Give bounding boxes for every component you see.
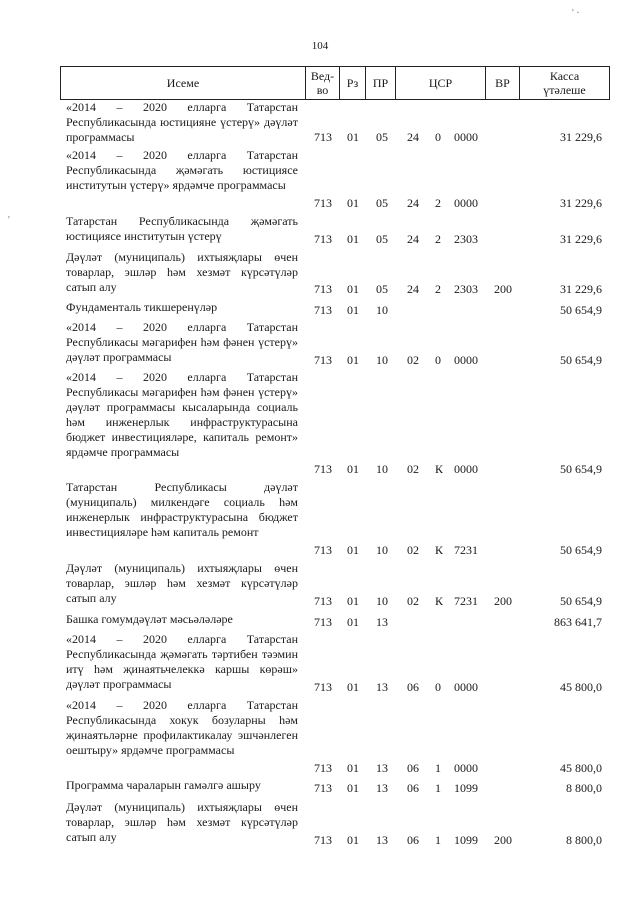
cell-rz: 01 [347, 303, 359, 317]
cell-pr: 10 [376, 543, 388, 557]
cell-pr: 05 [376, 232, 388, 246]
cell-rz: 01 [347, 680, 359, 694]
cell-c2: К [435, 543, 444, 557]
table-row [60, 632, 610, 695]
cell-c1: 06 [407, 781, 419, 795]
row-name: Башка гомумдәүләт мәсьәләләре [66, 612, 233, 626]
cell-sum: 31 229,6 [560, 282, 602, 296]
cell-c3: 0000 [454, 462, 478, 476]
cell-rz: 01 [347, 130, 359, 144]
table-row [60, 612, 610, 630]
cell-ved: 713 [314, 680, 332, 694]
cell-ved: 713 [314, 353, 332, 367]
row-name: «2014 – 2020 елларга Татарстан Республикасында җәмәгать юстициясе институтын үстерү» ярдәмче программасы [66, 148, 298, 192]
cell-c3: 2303 [454, 282, 478, 296]
table-row [60, 100, 610, 145]
cell-ved: 713 [314, 781, 332, 795]
cell-ved: 713 [314, 543, 332, 557]
scan-mark: ' [8, 215, 10, 226]
cell-c1: 02 [407, 462, 419, 476]
cell-c1: 24 [407, 196, 419, 210]
cell-rz: 01 [347, 232, 359, 246]
cell-ved: 713 [314, 594, 332, 608]
table-row [60, 561, 610, 609]
table-row [60, 148, 610, 211]
cell-sum: 31 229,6 [560, 196, 602, 210]
table-row [60, 800, 610, 848]
cell-c2: 2 [435, 196, 441, 210]
cell-rz: 01 [347, 353, 359, 367]
cell-c2: 0 [435, 130, 441, 144]
cell-sum: 31 229,6 [560, 232, 602, 246]
row-name: Дәүләт (муниципаль) ихтыяҗлары өчен товарлар, эшләр һәм хезмәт күрсәтүләр сатып алу [66, 561, 298, 605]
cell-ved: 713 [314, 833, 332, 847]
cell-rz: 01 [347, 462, 359, 476]
cell-c1: 02 [407, 353, 419, 367]
scan-mark: ' · [572, 8, 580, 19]
table-row [60, 778, 610, 796]
table-row [60, 480, 610, 558]
cell-rz: 01 [347, 833, 359, 847]
cell-sum: 863 641,7 [554, 615, 602, 629]
cell-pr: 13 [376, 781, 388, 795]
cell-pr: 13 [376, 680, 388, 694]
cell-ved: 713 [314, 130, 332, 144]
cell-pr: 10 [376, 353, 388, 367]
cell-rz: 01 [347, 615, 359, 629]
table-row [60, 698, 610, 776]
row-name: «2014 – 2020 елларга Татарстан Республикасы мәгарифен һәм фәнен үстерү» дәүләт программасы кысаларында социаль һәм инженерлык инфраструктурасына бюджет инвестицияләре, капиталь ремонт» ярдәмче программасы [66, 370, 298, 459]
cell-vr: 200 [494, 282, 512, 296]
cell-c2: 1 [435, 833, 441, 847]
cell-ved: 713 [314, 232, 332, 246]
cell-pr: 05 [376, 130, 388, 144]
header-pr: ПР [365, 67, 395, 99]
row-name: Фундаменталь тикшеренүләр [66, 300, 218, 314]
cell-c1: 02 [407, 543, 419, 557]
cell-sum: 8 800,0 [566, 833, 602, 847]
cell-c3: 2303 [454, 232, 478, 246]
cell-c1: 24 [407, 232, 419, 246]
cell-pr: 10 [376, 594, 388, 608]
cell-pr: 13 [376, 761, 388, 775]
table-row [60, 250, 610, 297]
header-name: Исеме [166, 76, 200, 90]
cell-rz: 01 [347, 282, 359, 296]
cell-c3: 0000 [454, 761, 478, 775]
cell-ved: 713 [314, 761, 332, 775]
cell-pr: 13 [376, 833, 388, 847]
cell-c2: 2 [435, 282, 441, 296]
cell-c3: 0000 [454, 680, 478, 694]
cell-sum: 8 800,0 [566, 781, 602, 795]
cell-sum: 50 654,9 [560, 594, 602, 608]
cell-rz: 01 [347, 761, 359, 775]
cell-c2: 1 [435, 781, 441, 795]
cell-c3: 0000 [454, 130, 478, 144]
cell-rz: 01 [347, 781, 359, 795]
cell-c2: К [435, 594, 444, 608]
cell-c3: 0000 [454, 353, 478, 367]
cell-pr: 05 [376, 282, 388, 296]
cell-c3: 0000 [454, 196, 478, 210]
cell-c1: 24 [407, 130, 419, 144]
header-csr: ЦСР [395, 67, 485, 99]
table-header [60, 66, 610, 100]
cell-c1: 24 [407, 282, 419, 296]
cell-c2: 0 [435, 680, 441, 694]
header-vr: ВР [485, 67, 519, 99]
row-name: Татарстан Республикасы дәүләт (муниципаль) милкендәге социаль һәм инженерлык инфраструктурасына бюджет инвестицияләре һәм капиталь ремонт [66, 480, 298, 539]
cell-ved: 713 [314, 196, 332, 210]
cell-ved: 713 [314, 462, 332, 476]
cell-rz: 01 [347, 594, 359, 608]
cell-c3: 1099 [454, 833, 478, 847]
row-name: Дәүләт (муниципаль) ихтыяҗлары өчен товарлар, эшләр һәм хезмәт күрсәтүләр сатып алу [66, 800, 298, 844]
table-row [60, 214, 610, 247]
cell-rz: 01 [347, 543, 359, 557]
cell-sum: 45 800,0 [560, 761, 602, 775]
cell-vr: 200 [494, 833, 512, 847]
cell-c2: К [435, 462, 444, 476]
row-name: «2014 – 2020 елларга Татарстан Республикасы мәгарифен һәм фәнен үстерү» дәүләт программасы [66, 320, 298, 364]
row-name: Татарстан Республикасында җәмәгать юстициясе институтын үстерү [66, 214, 298, 243]
cell-c1: 06 [407, 761, 419, 775]
cell-ved: 713 [314, 303, 332, 317]
cell-sum: 50 654,9 [560, 303, 602, 317]
cell-c1: 06 [407, 833, 419, 847]
table-row [60, 300, 610, 318]
cell-c3: 1099 [454, 781, 478, 795]
cell-pr: 10 [376, 462, 388, 476]
cell-vr: 200 [494, 594, 512, 608]
cell-pr: 05 [376, 196, 388, 210]
header-sum: Касса үтәлеше [519, 67, 609, 99]
cell-ved: 713 [314, 282, 332, 296]
cell-sum: 50 654,9 [560, 353, 602, 367]
cell-rz: 01 [347, 196, 359, 210]
cell-sum: 50 654,9 [560, 462, 602, 476]
cell-c2: 2 [435, 232, 441, 246]
header-ved: Вед- во [305, 67, 339, 99]
row-name: Программа чараларын гамәлгә ашыру [66, 778, 261, 792]
row-name: Дәүләт (муниципаль) ихтыяҗлары өчен товарлар, эшләр һәм хезмәт күрсәтүләр сатып алу [66, 250, 298, 294]
table-row [60, 370, 610, 477]
cell-pr: 10 [376, 303, 388, 317]
table-row [60, 320, 610, 368]
header-rz: Рз [339, 67, 365, 99]
row-name: «2014 – 2020 елларга Татарстан Республикасында җәмәгать тәртибен тәэмин итү һәм җинаятьчелеккә каршы көрәш» дәүләт программасы [66, 632, 298, 691]
cell-c2: 0 [435, 353, 441, 367]
row-name: «2014 – 2020 елларга Татарстан Республикасында хокук бозуларны һәм җинаятьләрне профилактикалау эшчәнлеген оештыру» ярдәмче программасы [66, 698, 298, 757]
cell-c2: 1 [435, 761, 441, 775]
cell-sum: 31 229,6 [560, 130, 602, 144]
page-number: 104 [311, 40, 329, 52]
cell-pr: 13 [376, 615, 388, 629]
cell-c1: 06 [407, 680, 419, 694]
cell-sum: 50 654,9 [560, 543, 602, 557]
cell-c1: 02 [407, 594, 419, 608]
cell-c3: 7231 [454, 594, 478, 608]
cell-sum: 45 800,0 [560, 680, 602, 694]
cell-c3: 7231 [454, 543, 478, 557]
cell-ved: 713 [314, 615, 332, 629]
row-name: «2014 – 2020 елларга Татарстан Республикасында юстицияне үстерү» дәүләт программасы [66, 100, 298, 144]
